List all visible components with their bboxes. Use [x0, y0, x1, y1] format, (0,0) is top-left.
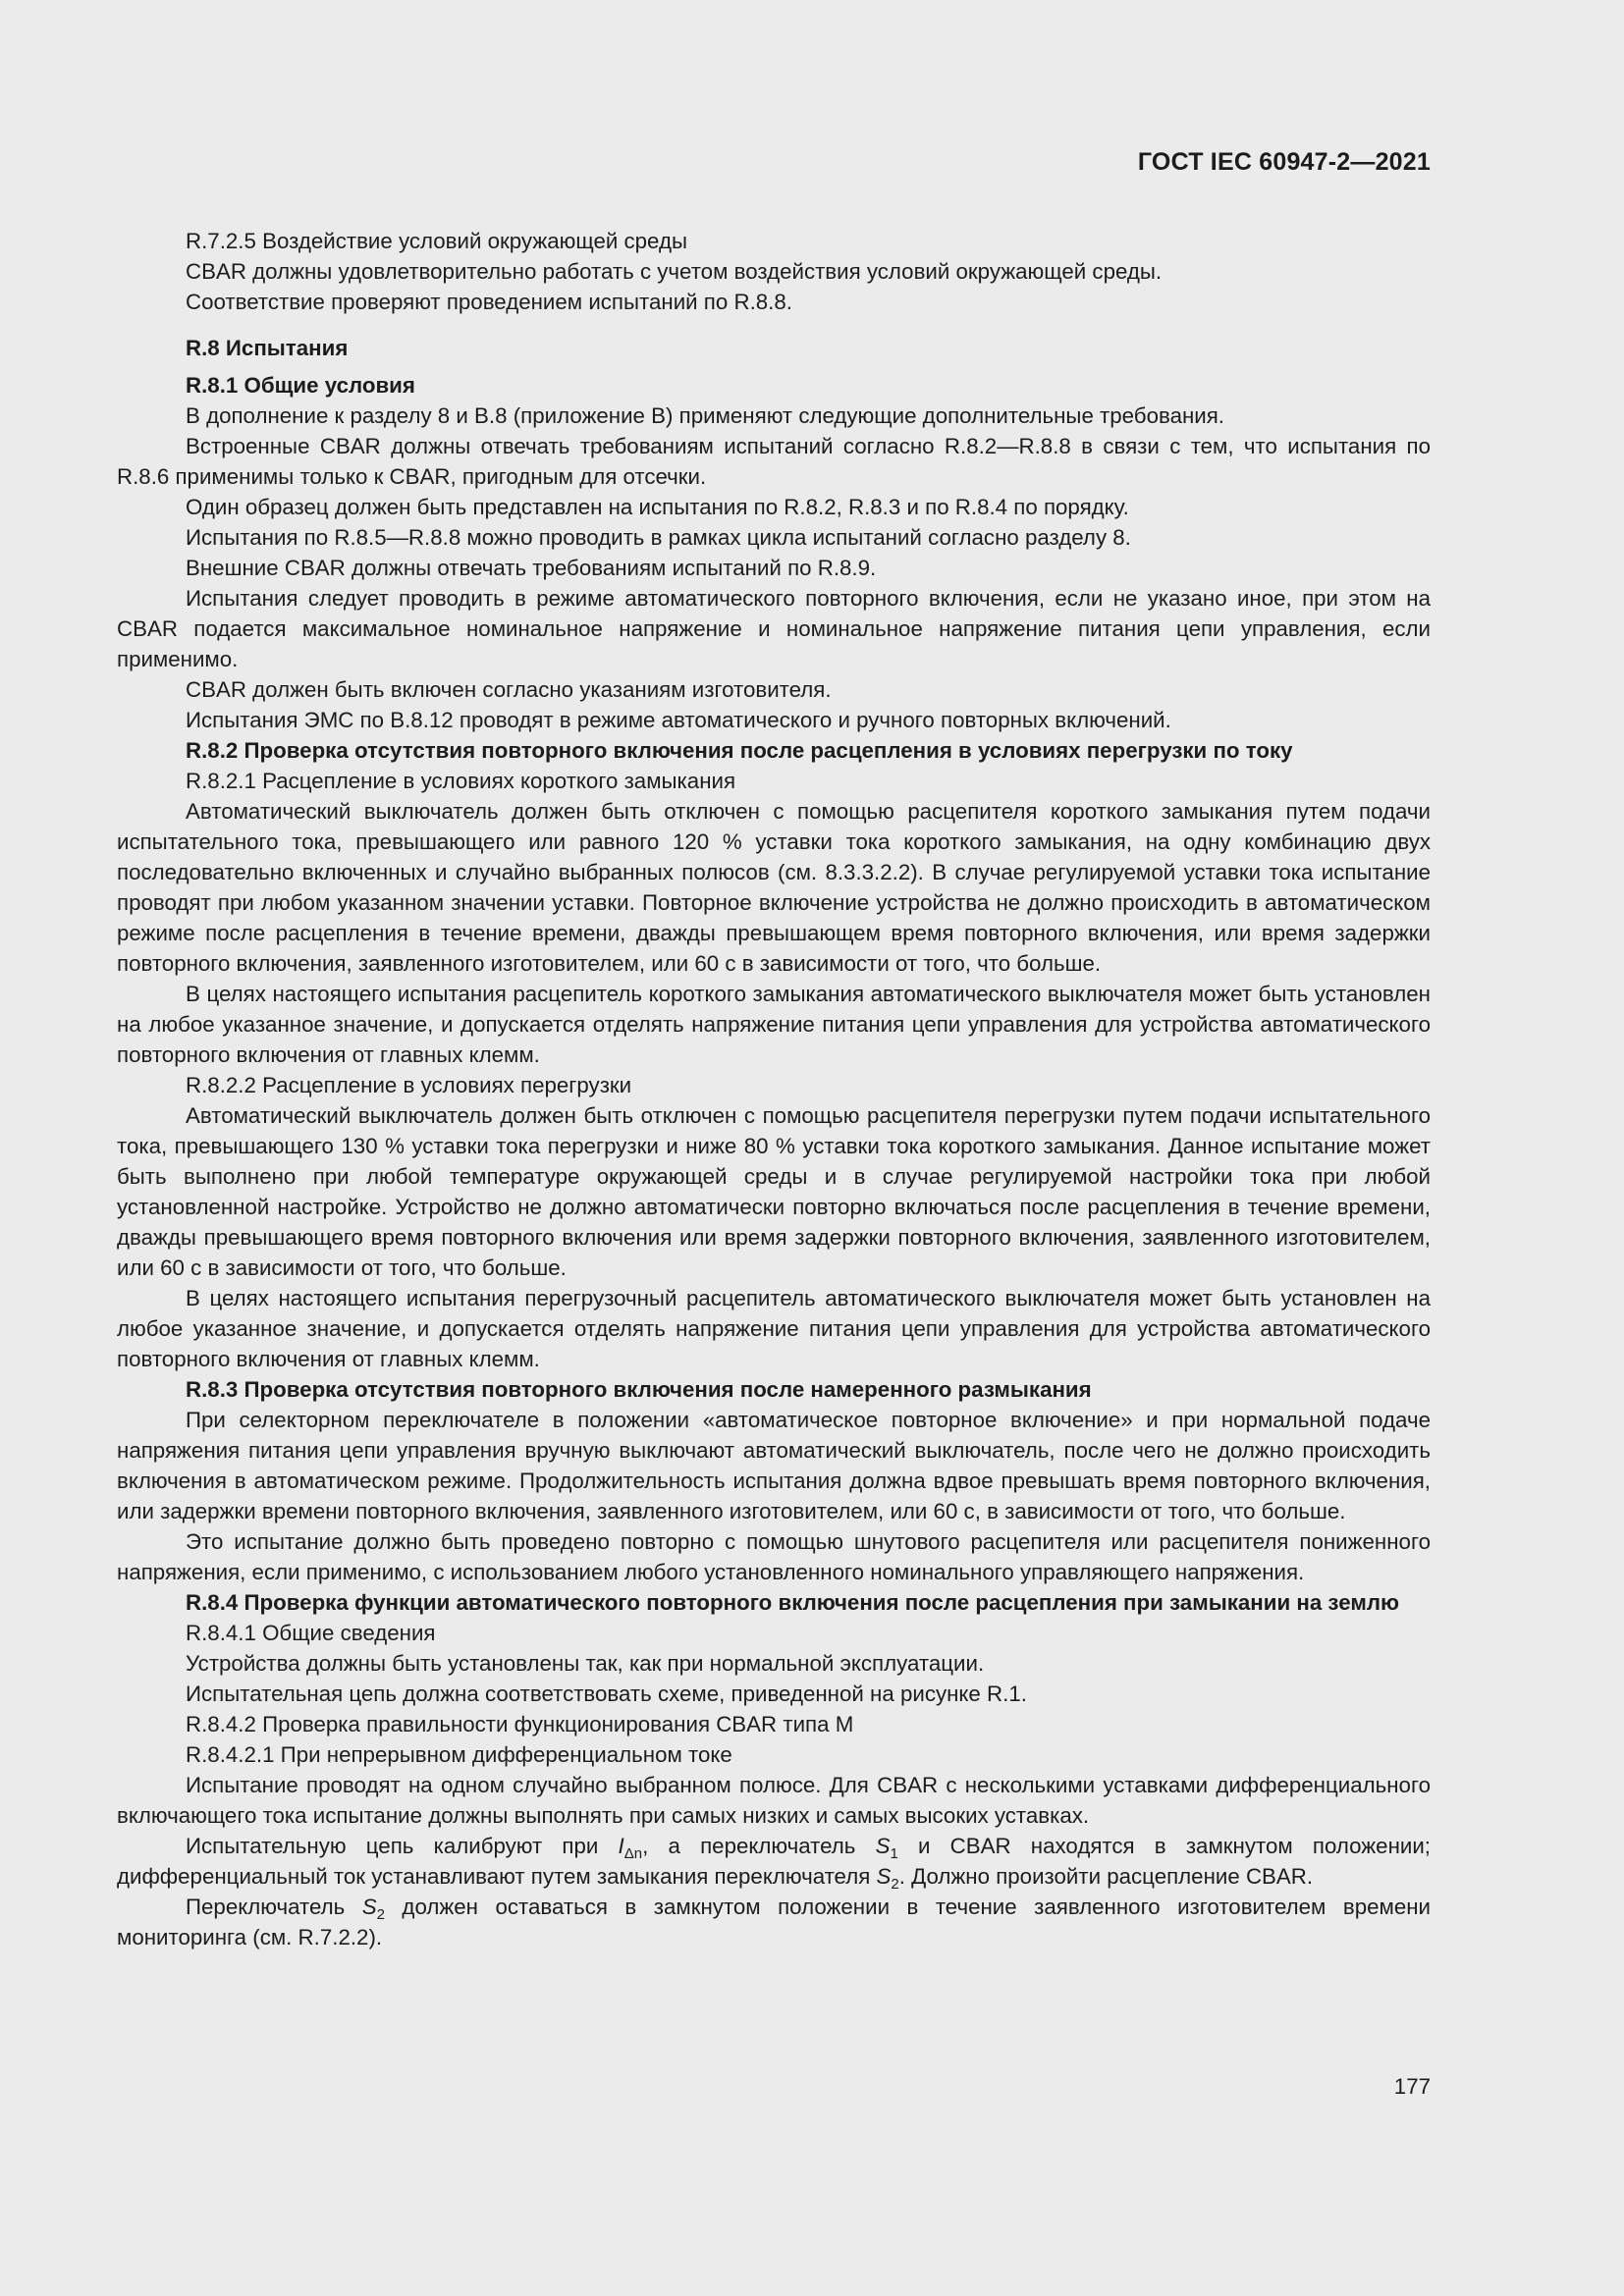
- paragraph: При селекторном переключателе в положении «автоматическое повторное включение» и при нормальной подаче напряжения питания цепи управления вручную выключают автоматический выключатель, после чего не должно происходить включения в автоматическом режиме. Продолжительность испытания должна вдвое превышать время повторного включения, или задержки времени повторного включения, заявленного изготовителем, или 60 с, в зависимости от того, что больше.: [117, 1408, 1431, 1523]
- subclause-heading: R.8.2.1 Расцепление в условиях короткого замыкания: [186, 769, 736, 793]
- paragraph-with-symbols: [117, 1892, 1431, 1952]
- clause-heading: R.8.2 Проверка отсутствия повторного включения после расцепления в условиях перегрузки по току: [186, 738, 1293, 763]
- subclause-heading: R.8.4.2.1 При непрерывном дифференциальном токе: [186, 1742, 732, 1767]
- paragraph: Испытания ЭМС по В.8.12 проводят в режиме автоматического и ручного повторных включений.: [186, 708, 1171, 732]
- paragraph: Это испытание должно быть проведено повторно с помощью шнутового расцепителя или расцепителя пониженного напряжения, если применимо, с использованием любого установленного номинального управляющего напряжения.: [117, 1529, 1431, 1584]
- text-run: . Должно произойти расцепление CBAR.: [898, 1864, 1314, 1889]
- symbol-switch: S: [875, 1834, 891, 1858]
- paragraph: CBAR должен быть включен согласно указаниям изготовителя.: [186, 677, 832, 702]
- subclause-heading: R.8.4.2 Проверка правильности функционирования CBAR типа М: [186, 1712, 854, 1736]
- paragraph: В целях настоящего испытания перегрузочный расцепитель автоматического выключателя может быть установлен на любое указанное значение, и допускается отделять напряжение питания цепи управления для устройства автоматического повторного включения от главных клемм.: [117, 1286, 1431, 1371]
- clause-heading: R.8.1 Общие условия: [186, 373, 415, 398]
- text-run: и CBAR находятся в замкнутом положении; дифференциальный ток устанавливают путем замыкания переключателя: [117, 1834, 1432, 1889]
- paragraph: Встроенные CBAR должны отвечать требованиям испытаний согласно R.8.2—R.8.8 в связи с тем, что испытания по R.8.6 применимы только к CBAR, пригодным для отсечки.: [117, 434, 1431, 489]
- document-page: [117, 0, 1431, 2296]
- paragraph: Один образец должен быть представлен на испытания по R.8.2, R.8.3 и по R.8.4 по порядку.: [186, 495, 1129, 519]
- section-heading: R.8 Испытания: [186, 336, 349, 360]
- subclause-heading: R.8.4.1 Общие сведения: [186, 1621, 436, 1645]
- paragraph-with-symbols: [117, 1831, 1431, 1892]
- standard-designation: ГОСТ IEC 60947-2—2021: [1137, 148, 1431, 176]
- clause-heading: R.8.4 Проверка функции автоматического повторного включения после расцепления при замыкании на землю: [186, 1590, 1400, 1615]
- paragraph: Испытания по R.8.5—R.8.8 можно проводить в рамках цикла испытаний согласно разделу 8.: [186, 525, 1131, 550]
- text-run: , а переключатель: [642, 1834, 876, 1858]
- paragraph: Автоматический выключатель должен быть отключен с помощью расцепителя короткого замыкания путем подачи испытательного тока, превышающего или равного 120 % уставки тока короткого замыкания, на одну комбинацию двух последовательно включенных и случайно выбранных полюсов (см. 8.3.3.2.2). В случае регулируемой уставки тока испытание проводят при любом указанном значении уставки. Повторное включение устройства не должно происходить в автоматическом режиме после расцепления в течение времени, дважды превышающем время повторного включения, или время задержки повторного включения, заявленного изготовителем, или 60 с в зависимости от того, что больше.: [117, 799, 1431, 976]
- paragraph: В дополнение к разделу 8 и В.8 (приложение В) применяют следующие дополнительные требования.: [186, 403, 1225, 428]
- page-number: 177: [1393, 2074, 1431, 2099]
- symbol-subscript: 2: [376, 1906, 385, 1923]
- symbol-subscript: 1: [890, 1845, 898, 1862]
- text-run: должен оставаться в замкнутом положении в течение заявленного изготовителем времени мониторинга (см. R.7.2.2).: [117, 1895, 1431, 1949]
- paragraph: В целях настоящего испытания расцепитель короткого замыкания автоматического выключателя может быть установлен на любое указанное значение, и допускается отделять напряжение питания цепи управления для устройства автоматического повторного включения от главных клемм.: [117, 982, 1431, 1067]
- paragraph: Соответствие проверяют проведением испытаний по R.8.8.: [186, 290, 792, 314]
- symbol-switch: S: [361, 1895, 377, 1919]
- paragraph: Испытательная цепь должна соответствовать схеме, приведенной на рисунке R.1.: [186, 1682, 1027, 1706]
- page-body: [117, 226, 1431, 1952]
- paragraph: Испытание проводят на одном случайно выбранном полюсе. Для CBAR с несколькими уставками дифференциального включающего тока испытание должны выполнять при самых низких и самых высоких уставках.: [117, 1773, 1431, 1828]
- paragraph: CBAR должны удовлетворительно работать с учетом воздействия условий окружающей среды.: [186, 259, 1163, 284]
- subclause-heading: R.8.2.2 Расцепление в условиях перегрузки: [186, 1073, 632, 1097]
- clause-heading: R.8.3 Проверка отсутствия повторного включения после намеренного размыкания: [186, 1377, 1092, 1402]
- symbol-current: I: [618, 1834, 624, 1858]
- clause-heading: R.7.2.5 Воздействие условий окружающей среды: [186, 229, 687, 253]
- symbol-subscript: Δn: [623, 1845, 643, 1862]
- paragraph: Устройства должны быть установлены так, как при нормальной эксплуатации.: [186, 1651, 985, 1676]
- symbol-subscript: 2: [891, 1876, 899, 1893]
- paragraph: Автоматический выключатель должен быть отключен с помощью расцепителя перегрузки путем подачи испытательного тока, превышающего 130 % уставки тока перегрузки и ниже 80 % уставки тока короткого замыкания. Данное испытание может быть выполнено при любой температуре окружающей среды и в случае регулируемой настройки тока при любой установленной настройке. Устройство не должно автоматически повторно включаться после расцепления в течение времени, дважды превышающего время повторного включения или время задержки повторного включения, заявленного изготовителем, или 60 с в зависимости от того, что больше.: [117, 1103, 1431, 1280]
- paragraph: Внешние CBAR должны отвечать требованиям испытаний по R.8.9.: [186, 556, 877, 580]
- paragraph: Испытания следует проводить в режиме автоматического повторного включения, если не указано иное, при этом на CBAR подается максимальное номинальное напряжение и номинальное напряжение питания цепи управления, если применимо.: [117, 586, 1431, 671]
- text-run: Переключатель: [186, 1895, 362, 1919]
- text-run: Испытательную цепь калибруют при: [186, 1834, 619, 1858]
- symbol-switch: S: [876, 1864, 892, 1889]
